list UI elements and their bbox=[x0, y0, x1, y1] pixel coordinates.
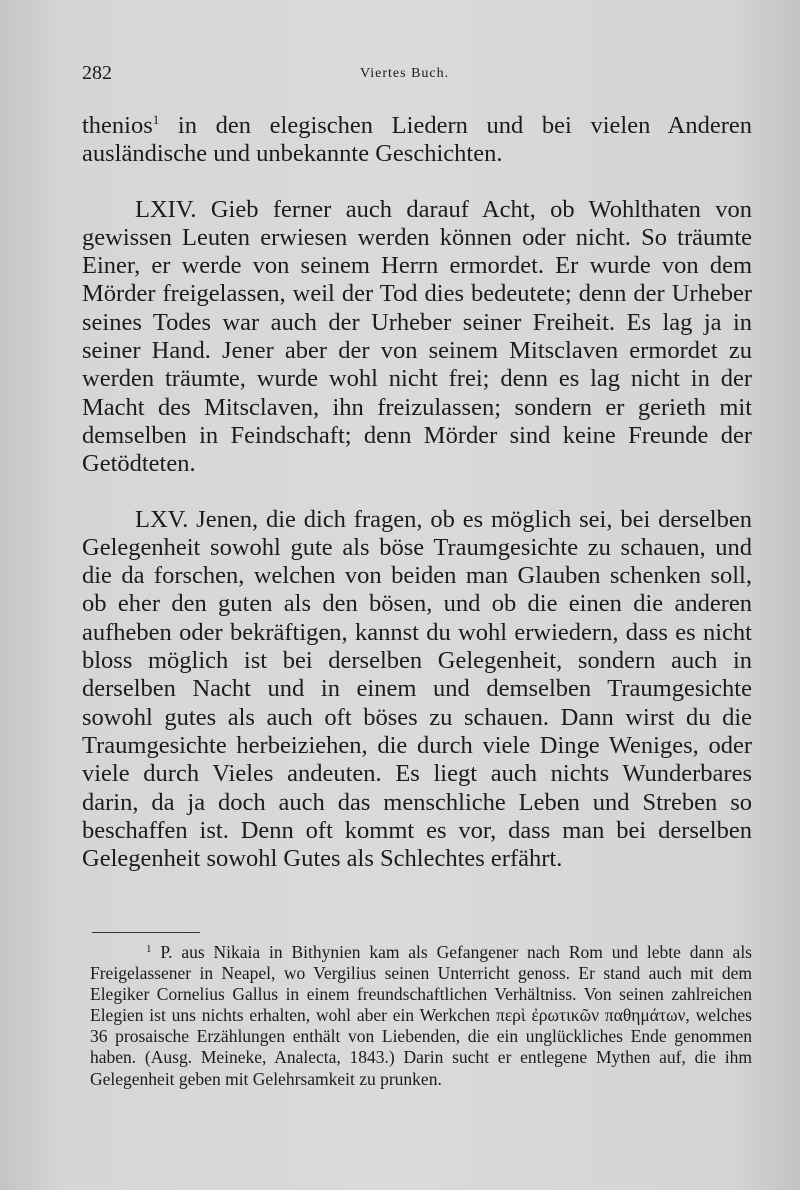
footnote bbox=[90, 942, 752, 1090]
page-header bbox=[82, 62, 742, 90]
paragraph-continuation bbox=[82, 112, 752, 169]
running-head: Viertes Buch. bbox=[360, 66, 450, 81]
footnote-divider bbox=[92, 932, 200, 933]
paragraph-continuation-start: thenios bbox=[82, 112, 153, 139]
paragraph-gap bbox=[82, 169, 752, 196]
paragraph-gap bbox=[82, 479, 752, 506]
footnote-text: P. aus Nikaia in Bithynien kam als Gefangener nach Rom und lebte dann als Freigelassener in Neapel, wo Vergilius seinen Unterricht genoss. Er stand auch mit dem Elegiker Cornelius Gallus in einem freundschaftlichen Verhältniss. Von seinen zahlreichen Elegien ist uns nichts erhalten, wohl aber ein Werkchen περὶ ἐρωτικῶν παθημάτων, welches 36 prosaische Erzählungen enthält von Liebenden, die ein unglückliches Ende genommen haben. (Ausg. Meineke, Analecta, 1843.) Darin sucht er entlegene Mythen auf, die ihm Gelegenheit geben mit Gelehrsamkeit zu prunken. bbox=[90, 942, 752, 1089]
section-lxv: LXV. Jenen, die dich fragen, ob es möglich sei, bei derselben Gelegenheit sowohl gute als böse Traumgesichte zu schauen, und die da forschen, welchen von beiden man Glauben schenken soll, ob eher den guten als den bösen, und ob die einen die anderen aufheben oder bekräftigen, kannst du wohl erwiedern, dass es nicht bloss möglich ist bei derselben Gelegenheit, sondern auch in derselben Nacht und in einem und demselben Traumgesichte sowohl gutes als auch oft böses zu schauen. Dann wirst du die Traumgesichte herbeiziehen, die durch viele Dinge Weniges, oder viele durch Vieles andeuten. Es liegt auch nichts Wunderbares darin, da ja doch auch das menschliche Leben und Streben so beschaffen ist. Denn oft kommt es vor, dass man bei derselben Gelegenheit sowohl Gutes als Schlechtes erfährt. bbox=[82, 505, 752, 873]
footnote-reference: 1 bbox=[152, 112, 160, 127]
section-lxiv: LXIV. Gieb ferner auch darauf Acht, ob Wohlthaten von gewissen Leuten erwiesen werden können oder nicht. So träumte Einer, er werde von seinem Herrn ermordet. Er wurde von dem Mörder freigelassen, weil der Tod dies bedeutete; denn der Urheber seines Todes war auch der Urheber seiner Freiheit. Es lag ja in seiner Hand. Jener aber der von seinem Mitsclaven ermordet zu werden träumte, wurde wohl nicht frei; denn es lag nicht in der Macht des Mitsclaven, ihn freizulassen; sondern er gerieth mit demselben in Feindschaft; denn Mörder sind keine Freunde der Getödteten. bbox=[82, 195, 752, 478]
page-number: 282 bbox=[82, 62, 112, 84]
paragraph-continuation-rest: in den elegischen Liedern und bei vielen Anderen ausländische und unbekannte Geschichten. bbox=[82, 112, 752, 168]
body-text bbox=[82, 112, 752, 873]
footnote-marker: 1 bbox=[146, 943, 152, 955]
footnote-paragraph bbox=[90, 942, 752, 1090]
